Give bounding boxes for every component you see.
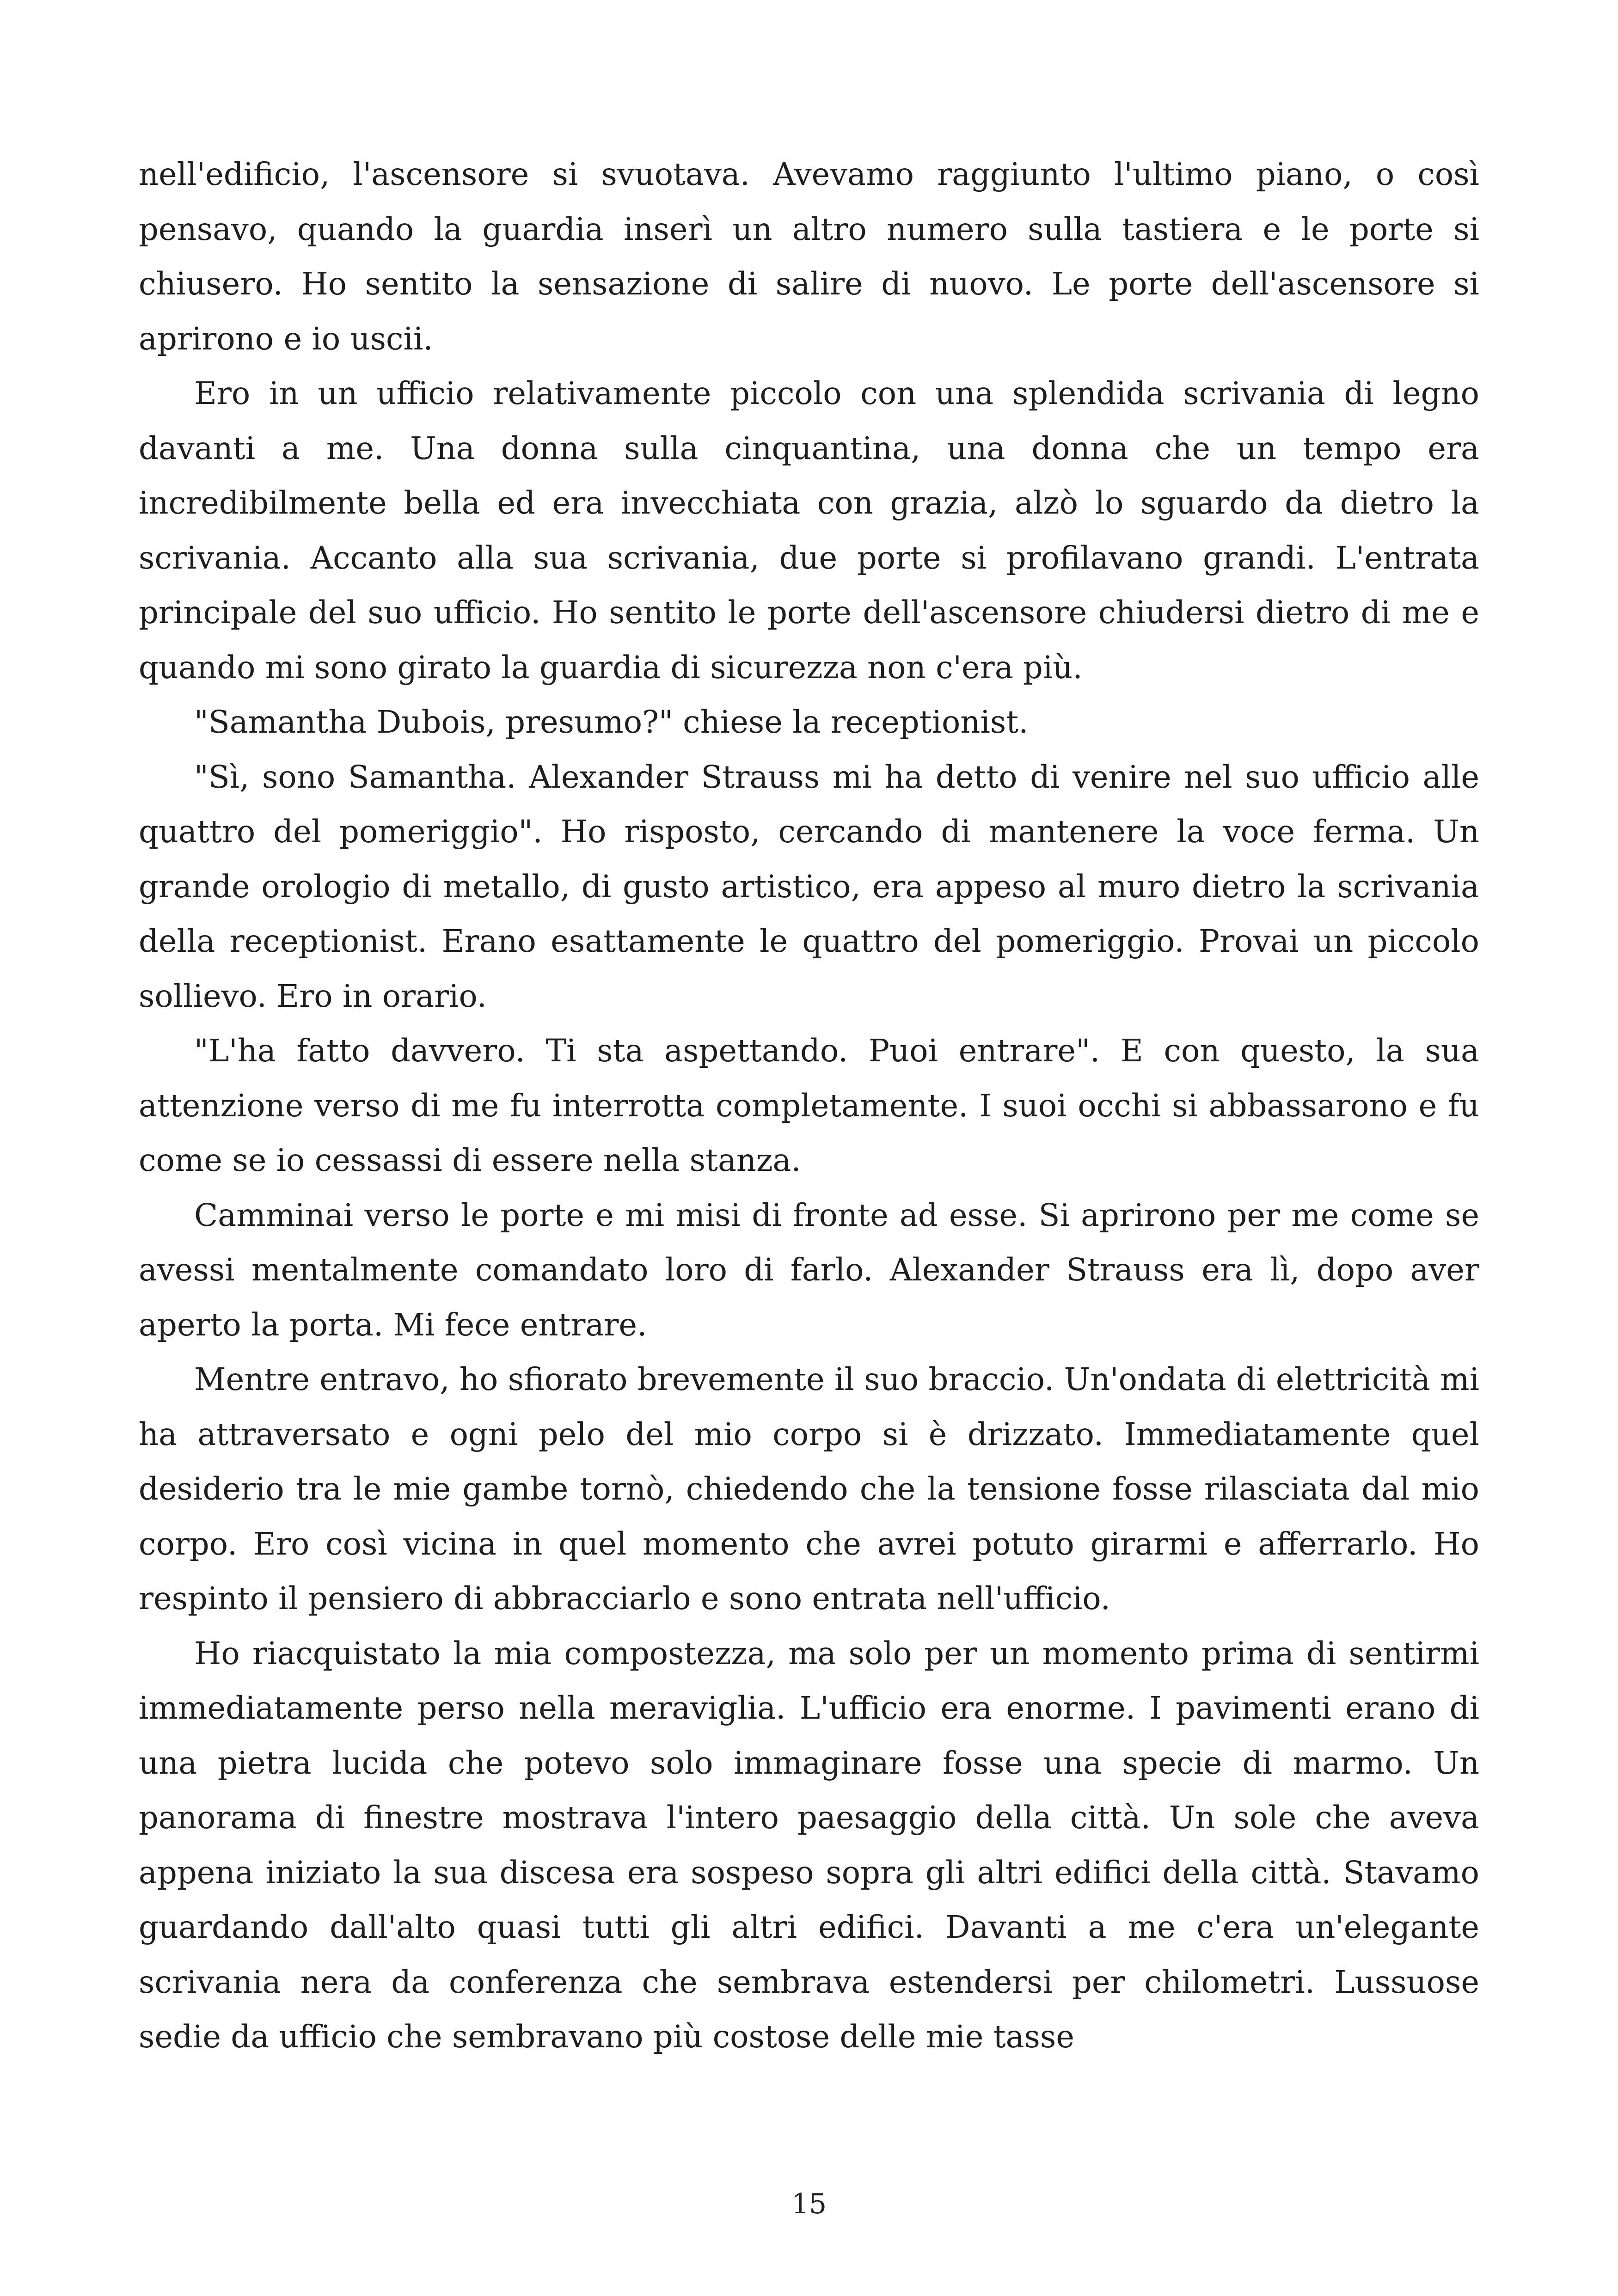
page-text bbox=[139, 147, 1479, 2064]
paragraph-6: Camminai verso le porte e mi misi di fronte ad esse. Si aprirono per me come se avessi mentalmente comandato loro di farlo. Alexander Strauss era lì, dopo aver aperto la porta. Mi fece entrare. bbox=[139, 1197, 1479, 1343]
paragraph-4: "Sì, sono Samantha. Alexander Strauss mi ha detto di venire nel suo ufficio alle quattro del pomeriggio". Ho risposto, cercando di mantenere la voce ferma. Un grande orologio di metallo, di gusto artistico, era appeso al muro dietro la scrivania della receptionist. Erano esattamente le quattro del pomeriggio. Provai un piccolo sollievo. Ero in orario. bbox=[139, 759, 1479, 1014]
paragraph-3: "Samantha Dubois, presumo?" chiese la receptionist. bbox=[194, 704, 1029, 740]
paragraph-8: Ho riacquistato la mia compostezza, ma solo per un momento prima di sentirmi immediatamente perso nella meraviglia. L'ufficio era enorme. I pavimenti erano di una pietra lucida che potevo solo immaginare fosse una specie di marmo. Un panorama di finestre mostrava l'intero paesaggio della città. Un sole che aveva appena iniziato la sua discesa era sospeso sopra gli altri edifici della città. Stavamo guardando dall'alto quasi tutti gli altri edifici. Davanti a me c'era un'elegante scrivania nera da conferenza che sembrava estendersi per chilometri. Lussuose sedie da ufficio che sembravano più costose delle mie tasse bbox=[139, 1635, 1479, 2055]
paragraph-7: Mentre entravo, ho sfiorato brevemente il suo braccio. Un'ondata di elettricità mi ha attraversato e ogni pelo del mio corpo si è drizzato. Immediatamente quel desiderio tra le mie gambe tornò, chiedendo che la tensione fosse rilasciata dal mio corpo. Ero così vicina in quel momento che avrei potuto girarmi e afferrarlo. Ho respinto il pensiero di abbracciarlo e sono entrata nell'ufficio. bbox=[139, 1361, 1479, 1616]
paragraph-2: Ero in un ufficio relativamente piccolo con una splendida scrivania di legno davanti a me. Una donna sulla cinquantina, una donna che un tempo era incredibilmente bella ed era invecchiata con grazia, alzò lo sguardo da dietro la scrivania. Accanto alla sua scrivania, due porte si profilavano grandi. L'entrata principale del suo ufficio. Ho sentito le porte dell'ascensore chiudersi dietro di me e quando mi sono girato la guardia di sicurezza non c'era più. bbox=[139, 375, 1479, 686]
paragraph-1: nell'edificio, l'ascensore si svuotava. Avevamo raggiunto l'ultimo piano, o così pensavo, quando la guardia inserì un altro numero sulla tastiera e le porte si chiusero. Ho sentito la sensazione di salire di nuovo. Le porte dell'ascensore si aprirono e io uscii. bbox=[139, 156, 1479, 357]
paragraph-5: "L'ha fatto davvero. Ti sta aspettando. Puoi entrare". E con questo, la sua attenzione verso di me fu interrotta completamente. I suoi occhi si abbassarono e fu come se io cessassi di essere nella stanza. bbox=[139, 1033, 1479, 1178]
page-number: 15 bbox=[791, 2188, 827, 2220]
